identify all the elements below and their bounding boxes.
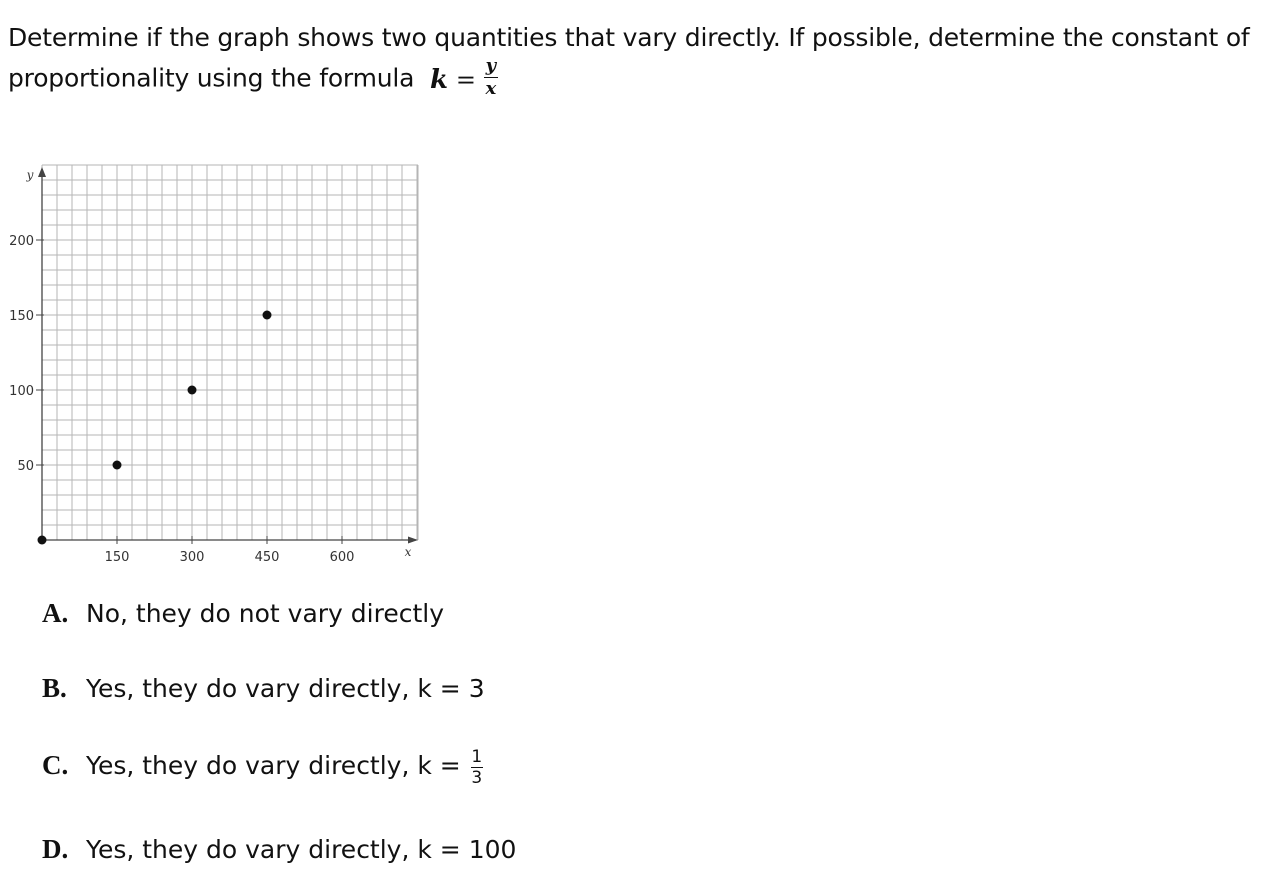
formula-numerator: y <box>485 55 496 76</box>
data-point <box>263 311 272 320</box>
formula-fraction <box>484 56 498 99</box>
x-axis-label: x <box>404 545 412 559</box>
choice-a[interactable] <box>42 598 444 629</box>
scatter-chart <box>0 150 440 580</box>
choice-letter: C. <box>42 750 69 780</box>
choice-text: No, they do not vary directly <box>86 599 445 628</box>
data-point <box>113 461 122 470</box>
y-tick-label: 150 <box>9 309 34 324</box>
x-tick-label: 600 <box>329 550 355 565</box>
y-axis-label: y <box>26 168 34 182</box>
choice-letter: A. <box>42 598 69 628</box>
x-tick-label: 150 <box>104 550 130 565</box>
choice-text: Yes, they do vary directly, k = 100 <box>86 835 517 864</box>
data-point <box>188 386 197 395</box>
x-tick-label: 450 <box>254 550 280 565</box>
y-tick-label: 100 <box>9 384 34 399</box>
y-axis-arrow <box>38 167 46 177</box>
choice-text: Yes, they do vary directly, k = <box>86 751 461 780</box>
choice-b[interactable] <box>42 673 485 704</box>
fraction-numerator: 1 <box>471 747 483 767</box>
choice-c[interactable] <box>42 746 483 788</box>
choice-c-fraction <box>471 748 483 787</box>
formula-equals: = <box>455 65 476 94</box>
choice-letter: D. <box>42 834 69 864</box>
choice-letter: B. <box>42 673 67 703</box>
fraction-denominator: 3 <box>471 768 483 788</box>
choice-text: Yes, they do vary directly, k = 3 <box>86 674 485 703</box>
x-tick-label: 300 <box>179 550 205 565</box>
question-prompt <box>8 18 1258 101</box>
y-tick-label: 200 <box>9 234 34 249</box>
y-tick-label: 50 <box>17 459 34 474</box>
question-text: Determine if the graph shows two quantities that vary directly. If possible, determine the constant of proportionality using the formula <box>8 23 1250 93</box>
formula <box>429 55 498 101</box>
formula-k: k <box>429 64 448 95</box>
choice-d[interactable] <box>42 834 516 865</box>
data-point <box>38 536 47 545</box>
formula-denominator: x <box>485 78 496 99</box>
